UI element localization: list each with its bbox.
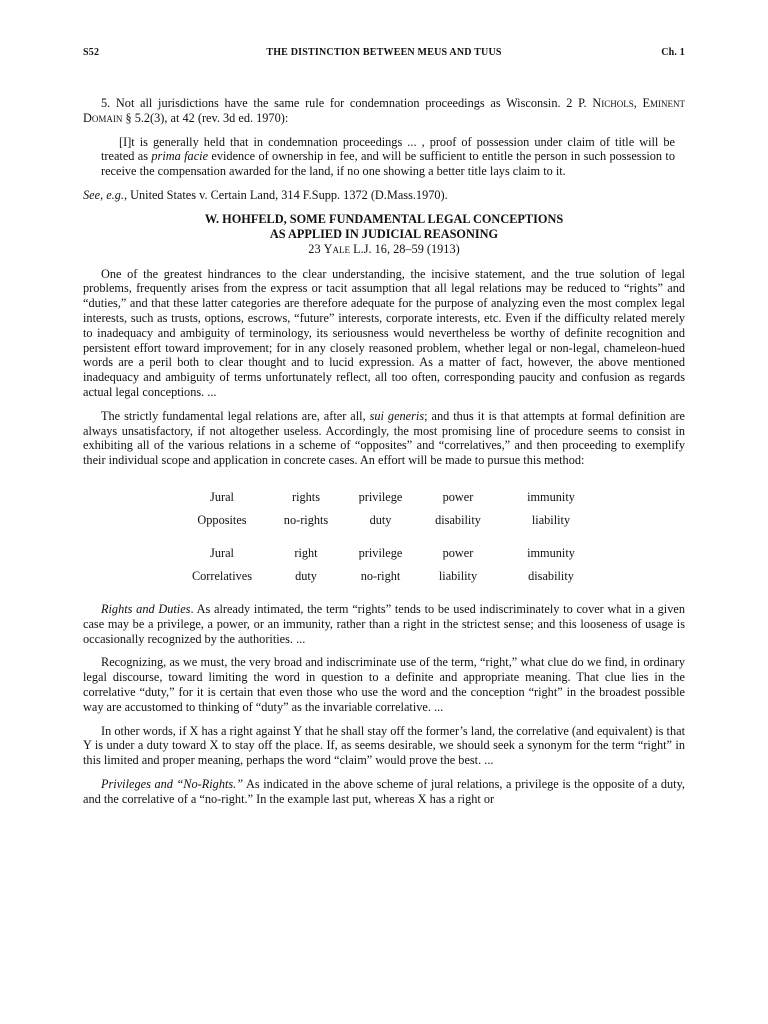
table-row: Correlatives duty no-right liability disability bbox=[191, 569, 574, 584]
jural-relations-table bbox=[180, 486, 599, 588]
article-citation: 23 Yale L.J. 16, 28–59 (1913) bbox=[308, 241, 460, 256]
author-name: Nichols bbox=[592, 96, 634, 110]
running-header bbox=[83, 47, 685, 58]
paragraph-6: Privileges and “No-Rights.” As indicated in the above scheme of jural relations, a privilege is the opposite of a duty, and the correlative of a “no-right.” In the example last put, whereas X has a right or bbox=[83, 776, 685, 806]
paragraph-4: Recognizing, as we must, the very broad and indiscriminate use of the term, “right,” what clue do we find, in ordinary legal discourse, toward limiting the word in question to a definite and appropriate meaning. That clue lies in the correlative “duty,” for it is certain that even those who use the word and the conception “right” in the broadest possible way are accustomed to thinking of “duty” as the invariable correlative. ... bbox=[83, 655, 685, 714]
article-heading: W. HOHFELD, SOME FUNDAMENTAL LEGAL CONCEPTIONS AS APPLIED IN JUDICIAL REASONING bbox=[204, 211, 564, 241]
paragraph-1: One of the greatest hindrances to the clear understanding, the incisive statement, and the true solution of legal problems, frequently arises from the express or tacit assumption that all legal relations may be reduced to “rights” and “duties,” and that these latter categories are therefore adequate for the purpose of analyzing even the most complex legal interests, such as trusts, options, escrows, “future” interests, corporate interests, etc. Even if the difficulty related merely to inadequacy and ambiguity of terminology, its seriousness would nevertheless be worthy of definite recognition and persistent effort toward improvement; for in any closely reasoned problem, whether legal or non-legal, chameleon-hued words are a peril both to clear thought and to lucid expression. As a matter of fact, however, the above mentioned inadequacy and ambiguity of terms unfortunately reflect, all too often, corresponding paucity and confusion as regards actual legal conceptions. ... bbox=[83, 266, 685, 399]
see-citation: See, e.g., United States v. Certain Land, 314 F.Supp. 1372 (D.Mass.1970). bbox=[83, 187, 448, 202]
paragraph-2: The strictly fundamental legal relations are, after all, sui generis; and thus it is that attempts at formal definition are always unsatisfactory, if not altogether useless. Accordingly, the most promising line of procedure seems to consist in exhibiting all of the various relations in a scheme of “opposites” and “correlatives,” and then proceeding to exemplify their individual scope and application in concrete cases. An effort will be made to pursue this method: bbox=[83, 408, 685, 468]
table-row: Jural right privilege power immunity bbox=[210, 546, 575, 561]
chapter-label: Ch. 1 bbox=[661, 47, 685, 58]
treatise-title: Eminent Domain bbox=[83, 96, 685, 125]
paragraph-3: Rights and Duties. As already intimated, the term “rights” tends to be used indiscriminately to cover what in a given case may be a privilege, a power, or an immunity, rather than a right in the strictest sense; and this looseness of usage is occasionally recognized by the authorities. ... bbox=[83, 601, 685, 646]
page-body bbox=[83, 96, 685, 816]
paragraph-5: In other words, if X has a right against Y that he shall stay off the former’s land, the correlative (and equivalent) is that Y is under a duty toward X to stay off the place. If, as seems desirable, we should seek a synonym for the term “right” in this limited and proper meaning, perhaps the word “claim” would prove the best. ... bbox=[83, 723, 685, 768]
note-5: 5. Not all jurisdictions have the same rule for condemnation proceedings as Wisconsin. 2 P. Nichols, Eminent Domain § 5.2(3), at 42 (rev. 3d ed. 1970): bbox=[83, 96, 685, 125]
table-row: Jural rights privilege power immunity bbox=[210, 490, 575, 505]
block-quote: [I]t is generally held that in condemnation proceedings ... , proof of possession under claim of title will be treated as prima facie evidence of ownership in fee, and will be sufficient to entitle the person in such possession to receive the compensation awarded for the land, if no one showing a better title lays claim to it. bbox=[101, 134, 675, 179]
running-title: THE DISTINCTION BETWEEN MEUS AND TUUS bbox=[266, 47, 502, 58]
page-number: S52 bbox=[83, 47, 100, 58]
table-row: Opposites no-rights duty disability liability bbox=[197, 513, 571, 528]
